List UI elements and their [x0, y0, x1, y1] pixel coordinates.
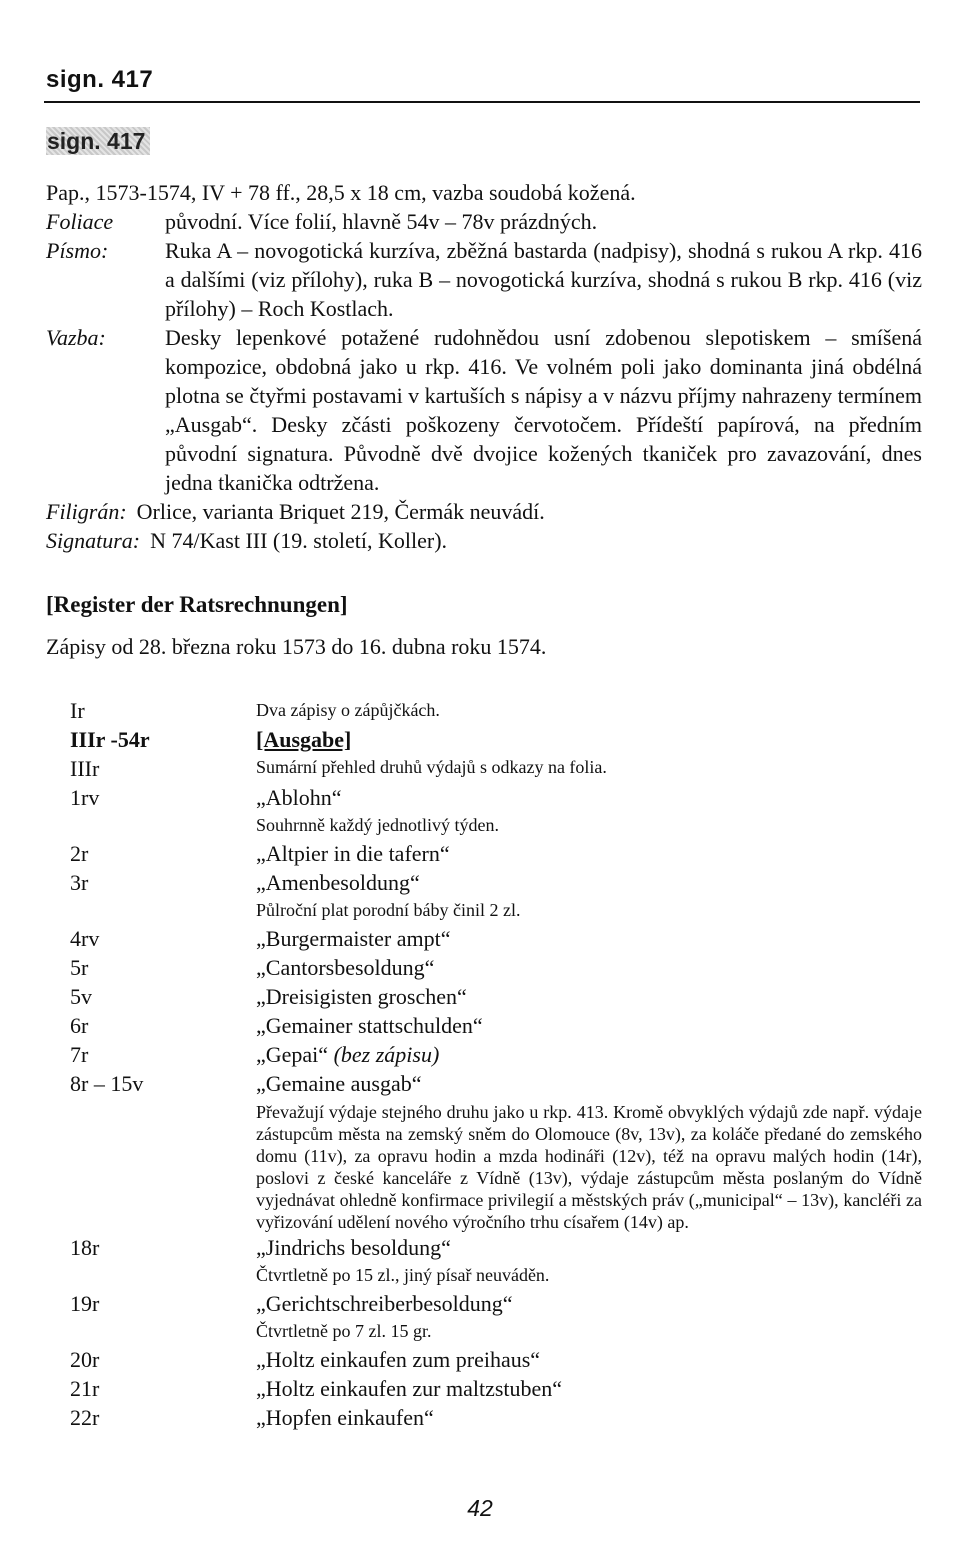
entry-heading: „Gemainer stattschulden“ [256, 1013, 483, 1038]
list-item [70, 924, 922, 953]
folio-ref: IIIr -54r [70, 727, 150, 752]
page-number: 42 [467, 1495, 493, 1521]
folio-ref: 8r – 15v [70, 1071, 144, 1096]
entry-note: Půlroční plat porodní báby činil 2 zl. [256, 900, 521, 920]
folio-ref: 5r [70, 955, 89, 980]
meta-label: Vazba: [46, 325, 106, 350]
folio-ref: 1rv [70, 785, 100, 810]
entry-body [256, 1011, 922, 1040]
list-item [70, 1374, 922, 1403]
entry-body [256, 696, 922, 725]
meta-row-signatura [46, 526, 922, 555]
entry-heading: „Cantorsbesoldung“ [256, 955, 435, 980]
folio-ref: 3r [70, 870, 89, 895]
meta-row-vazba [46, 323, 922, 497]
header-rule [44, 101, 920, 103]
entry-note: Čtvrtletně po 7 zl. 15 gr. [256, 1321, 432, 1341]
entry-body [256, 1233, 922, 1289]
folio-ref: 20r [70, 1347, 100, 1372]
folio-ref: 21r [70, 1376, 100, 1401]
list-item [70, 1011, 922, 1040]
running-head: sign. 417 [46, 66, 154, 93]
entry-body [256, 953, 922, 982]
entry-body [256, 1069, 922, 1233]
meta-row-pismo [46, 236, 922, 323]
list-item [70, 1403, 922, 1432]
list-item [70, 1289, 922, 1345]
entry-heading: [Ausgabe] [256, 727, 352, 752]
entry-heading [256, 1040, 922, 1069]
entry-heading-text: „Gepai“ [256, 1042, 329, 1067]
entry-heading: „Dreisigisten groschen“ [256, 984, 467, 1009]
folio-ref: IIIr [70, 756, 100, 781]
entry-note: Sumární přehled druhů výdajů s odkazy na folia. [256, 757, 607, 777]
meta-label: Písmo: [46, 238, 109, 263]
meta-value: původní. Více folií, hlavně 54v – 78v prázdných. [165, 209, 598, 234]
entry-body [256, 1403, 922, 1432]
entry-body [256, 1374, 922, 1403]
list-item [70, 725, 922, 754]
entry-heading: „Gemaine ausgab“ [256, 1071, 422, 1096]
entry-body [256, 1040, 922, 1069]
folio-ref: 4rv [70, 926, 100, 951]
folio-ref: 22r [70, 1405, 100, 1430]
list-item [70, 1069, 922, 1233]
folio-ref: 7r [70, 1042, 89, 1067]
list-item [70, 1040, 922, 1069]
meta-value: Orlice, varianta Briquet 219, Čermák neuvádí. [136, 499, 545, 524]
manuscript-description [46, 178, 922, 555]
folio-entries [70, 696, 922, 1432]
entry-heading: „Jindrichs besoldung“ [256, 1235, 451, 1260]
meta-label: Foliace [46, 209, 114, 234]
physical-description: Pap., 1573-1574, IV + 78 ff., 28,5 x 18 cm, vazba soudobá kožená. [46, 180, 636, 205]
folio-ref: 6r [70, 1013, 89, 1038]
entry-heading: „Holtz einkaufen zum preihaus“ [256, 1347, 541, 1372]
folio-ref: 18r [70, 1235, 100, 1260]
entry-note: Čtvrtletně po 15 zl., jiný písař neuváděn. [256, 1265, 550, 1285]
entry-body [256, 783, 922, 839]
folio-ref: Ir [70, 698, 85, 723]
meta-row-foliace [46, 207, 922, 236]
register-summary: Zápisy od 28. března roku 1573 do 16. dubna roku 1574. [46, 634, 547, 659]
meta-value: Ruka A – novogotická kurzíva, zběžná bastarda (nadpisy), shodná s rukou A rkp. 416 a dalšími (viz přílohy), ruka B – novogotická kurzíva, shodná s rukou B rkp. 416 (viz přílohy) – Roch Kostlach. [165, 238, 922, 321]
list-item [70, 1345, 922, 1374]
section-badge: sign. 417 [46, 127, 150, 155]
entry-heading: „Altpier in die tafern“ [256, 841, 450, 866]
folio-ref: 19r [70, 1291, 100, 1316]
entry-body [256, 1289, 922, 1345]
entry-heading-note: (bez zápisu) [333, 1042, 440, 1067]
entry-body [256, 924, 922, 953]
list-item [70, 1233, 922, 1289]
list-item [70, 696, 922, 725]
list-item [70, 754, 922, 783]
list-item [70, 868, 922, 924]
meta-row-filigran [46, 497, 922, 526]
entry-heading: „Ablohn“ [256, 785, 342, 810]
meta-label: Signatura: [46, 528, 141, 553]
list-item [70, 982, 922, 1011]
folio-ref: 2r [70, 841, 89, 866]
list-item [70, 783, 922, 839]
meta-label: Filigrán: [46, 499, 127, 524]
entry-heading: „Holtz einkaufen zur maltzstuben“ [256, 1376, 563, 1401]
entry-body [256, 839, 922, 868]
entry-body [256, 1345, 922, 1374]
entry-body [256, 754, 922, 783]
entry-heading: „Gerichtschreiberbesoldung“ [256, 1291, 513, 1316]
entry-body [256, 725, 922, 754]
entry-heading: „Amenbesoldung“ [256, 870, 420, 895]
entry-heading: Dva zápisy o zápůjčkách. [256, 700, 440, 720]
list-item [70, 839, 922, 868]
entry-note: Převažují výdaje stejného druhu jako u rkp. 413. Kromě obvyklých výdajů zde např. výdaje zástupcům města na zemský sněm do Olomouce (8v, 13v), za koláče předané do zemského domu (11v), za opravu hodin a mzda hodináři (12v), též na opravu malých hodin (14r), poslovi z české kanceláře z Vídně (13v), výdaje zástupcům města poslaným do Vídně vyjednávat ohledně konfirmace privilegií a městských práv („municipal“ – 13v), kancléři za vyřizování udělení nového výročního trhu císařem (14v) ap. [256, 1102, 922, 1232]
entry-heading: „Burgermaister ampt“ [256, 926, 451, 951]
entry-body [256, 868, 922, 924]
entry-body [256, 982, 922, 1011]
list-item [70, 953, 922, 982]
register-title: [Register der Ratsrechnungen] [46, 592, 348, 617]
meta-value: N 74/Kast III (19. století, Koller). [150, 528, 448, 553]
meta-value: Desky lepenkové potažené rudohnědou usní zdobenou slepotiskem – smíšená kompozice, obdobná jako u rkp. 416. Ve volném poli jako dominanta jiná obdélná plotna se čtyřmi postavami v kartuších s nápisy a v názvu příjmy nahrazeny termínem „Ausgab“. Desky zčásti poškozeny červotočem. Přídeští papírová, na předním původní signatura. Původně dvě dvojice kožených tkaniček pro zavazování, dnes jedna tkanička odtržena. [165, 325, 922, 495]
entry-note: Souhrnně každý jednotlivý týden. [256, 815, 499, 835]
folio-ref: 5v [70, 984, 92, 1009]
entry-heading: „Hopfen einkaufen“ [256, 1405, 434, 1430]
